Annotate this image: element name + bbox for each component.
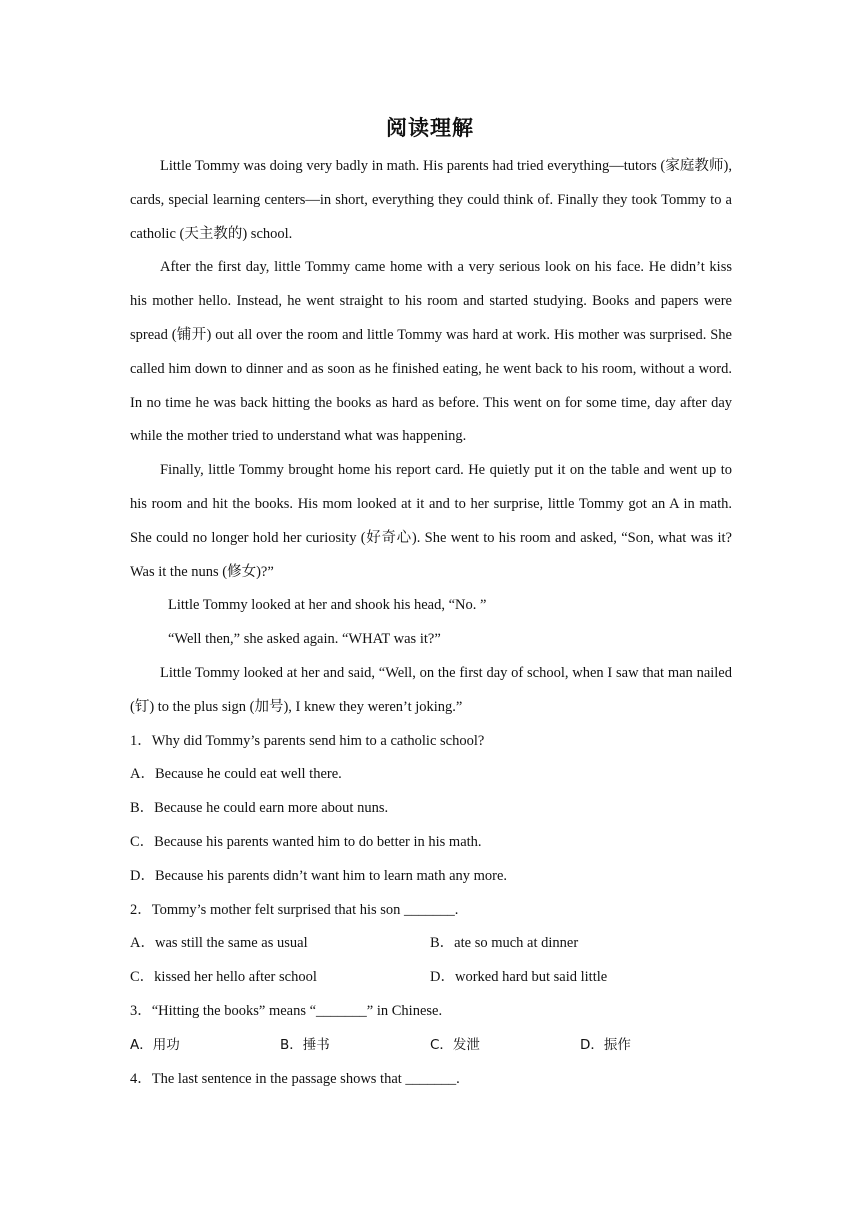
answer-option-d: D．worked hard but said little [430,969,608,986]
answer-option-b: B．捶书 [280,1036,330,1053]
answer-option-a: A．用功 [130,1036,180,1053]
passage-paragraph: “Well then,” she asked again. “WHAT was it?” [168,631,441,648]
question-1 [130,725,732,894]
answer-option-a: A．Because he could eat well there. [130,766,342,783]
document-body [130,150,732,1096]
answer-option-row [130,961,732,995]
page-title: 阅读理解 [386,115,474,140]
passage-paragraph: Little Tommy looked at her and said, “Well, on the first day of school, when I saw that man nailed (钉) to the plus sign (加号), I knew they weren’t joking.” [130,664,732,715]
answer-option-c: C．发泄 [430,1036,480,1053]
answer-option-c: C．kissed her hello after school [130,969,317,986]
answer-option-b: B．ate so much at dinner [430,935,579,952]
question-4 [130,1063,732,1097]
passage-paragraph: Little Tommy looked at her and shook his head, “No. ” [168,597,487,614]
passage-paragraph: Finally, little Tommy brought home his report card. He quietly put it on the table and went up to his room and hit the books. His mom looked at it and to her surprise, little Tommy got an A in math. She could no longer hold her curiosity (好奇心). She went to his room and asked, “Son, what was it? Was it the nuns (修女)?” [130,462,732,580]
answer-option-row [130,1029,732,1063]
answer-option-d: D．振作 [580,1036,631,1053]
answer-option-c: C．Because his parents wanted him to do better in his math. [130,833,482,850]
question-stem: 4．The last sentence in the passage shows that _______. [130,1070,460,1087]
answer-option-d: D．Because his parents didn’t want him to learn math any more. [130,867,508,884]
question-stem: 3．“Hitting the books” means “_______” in Chinese. [130,1002,443,1019]
question-2 [130,894,732,995]
question-stem: 1．Why did Tommy’s parents send him to a catholic school? [130,732,485,749]
answer-option-row [130,927,732,961]
question-stem: 2．Tommy’s mother felt surprised that his son _______. [130,901,459,918]
passage-paragraph: After the first day, little Tommy came home with a very serious look on his face. He didn’t kiss his mother hello. Instead, he went straight to his room and started studying. Books and papers were spread (铺开) out all over the room and little Tommy was hard at work. His mother was surprised. She called him down to dinner and as soon as he finished eating, he went back to his room, without a word. In no time he was back hitting the books as hard as before. This went on for some time, day after day while the mother tried to understand what was happening. [130,259,732,445]
answer-option-a: A．was still the same as usual [130,935,308,952]
answer-option-b: B．Because he could earn more about nuns. [130,800,389,817]
passage-paragraph: Little Tommy was doing very badly in math. His parents had tried everything—tutors (家庭教师), cards, special learning centers—in short, everything they could think of. Finally they took Tommy to a catholic (天主教的) school. [130,158,732,242]
question-3 [130,995,732,1063]
